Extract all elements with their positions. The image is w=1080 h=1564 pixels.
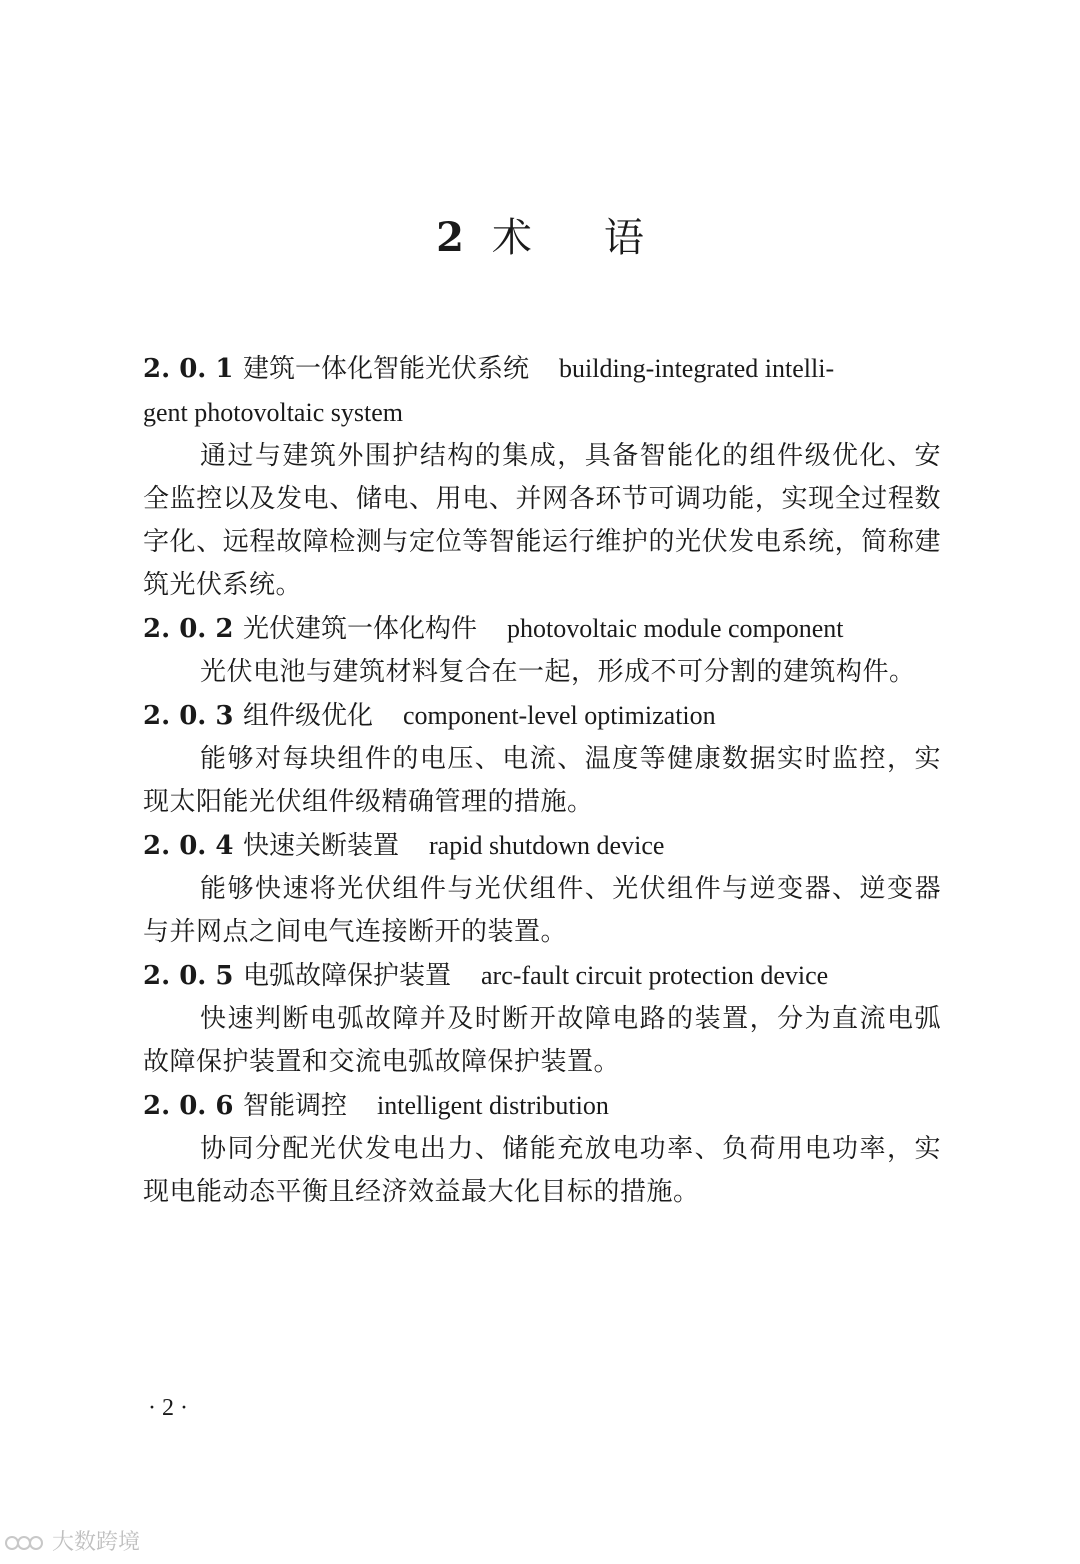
- chapter-title: [0, 210, 1080, 266]
- term-heading-2-0-2: [143, 607, 941, 651]
- watermark-text: 大数跨境: [52, 1530, 141, 1555]
- term-definition: 光伏电池与建筑材料复合在一起，形成不可分割的建筑构件。: [200, 657, 916, 687]
- term-number: 2. 0. 2: [143, 614, 234, 644]
- term-chinese: 电弧故障保护装置: [243, 961, 452, 991]
- chapter-title-char-2: 语: [603, 215, 644, 261]
- term-english: rapid shutdown device: [429, 831, 665, 860]
- term-chinese: 快速关断装置: [243, 831, 400, 861]
- term-heading-2-0-1: [143, 347, 941, 391]
- term-definition: 能够对每块组件的电压、电流、温度等健康数据实时监控，实现太阳能光伏组件级精确管理的措施。: [143, 744, 941, 817]
- term-number: 2. 0. 6: [143, 1091, 234, 1121]
- term-english: building-integrated intelli-: [559, 354, 835, 383]
- term-english-cont-text: gent photovoltaic system: [143, 398, 403, 427]
- term-heading-2-0-6: [143, 1084, 941, 1128]
- chapter-number: 2: [436, 214, 464, 261]
- term-english: component-level optimization: [403, 701, 716, 730]
- term-heading-2-0-3: [143, 694, 941, 738]
- term-definition: 快速判断电弧故障并及时断开故障电路的装置，分为直流电弧故障保护装置和交流电弧故障保护装置。: [143, 1004, 941, 1077]
- term-number: 2. 0. 4: [143, 831, 234, 861]
- term-chinese: 建筑一体化智能光伏系统: [243, 354, 530, 384]
- page-number: · 2 ·: [148, 1395, 188, 1421]
- term-chinese: 智能调控: [243, 1091, 348, 1121]
- terms-list: [143, 347, 941, 1214]
- term-definition: 协同分配光伏发电出力、储能充放电功率、负荷用电功率，实现电能动态平衡且经济效益最大化目标的措施。: [143, 1134, 941, 1207]
- term-heading-2-0-5: [143, 954, 941, 998]
- term-chinese: 组件级优化: [243, 701, 374, 731]
- term-number: 2. 0. 1: [143, 354, 234, 384]
- watermark: [4, 1528, 140, 1558]
- chapter-title-char-1: 术: [491, 215, 532, 261]
- term-english-continuation: [143, 391, 941, 435]
- watermark-logo-icon: [4, 1531, 48, 1555]
- term-english: photovoltaic module component: [507, 614, 844, 643]
- term-number: 2. 0. 3: [143, 701, 234, 731]
- term-heading-2-0-4: [143, 824, 941, 868]
- term-chinese: 光伏建筑一体化构件: [243, 614, 478, 644]
- term-english: intelligent distribution: [377, 1091, 609, 1120]
- term-english: arc-fault circuit protection device: [481, 961, 829, 990]
- term-number: 2. 0. 5: [143, 961, 234, 991]
- term-definition: 通过与建筑外围护结构的集成，具备智能化的组件级优化、安全监控以及发电、储电、用电、并网各环节可调功能，实现全过程数字化、远程故障检测与定位等智能运行维护的光伏发电系统，简称建筑光伏系统。: [143, 441, 941, 600]
- term-definition: 能够快速将光伏组件与光伏组件、光伏组件与逆变器、逆变器与并网点之间电气连接断开的装置。: [143, 874, 941, 947]
